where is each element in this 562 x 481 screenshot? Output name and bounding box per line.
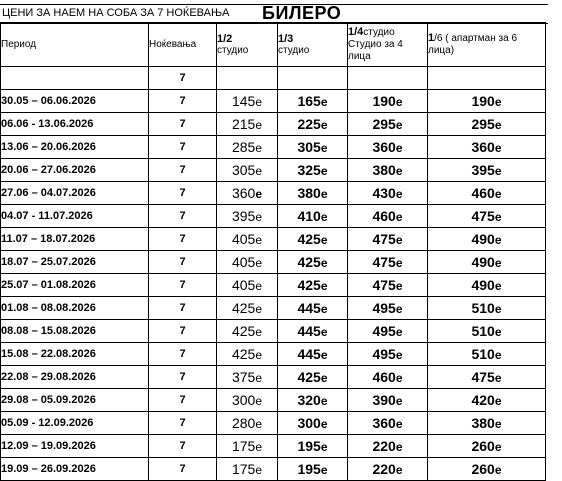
- nights-cell: 7: [149, 251, 217, 274]
- price-studio-4: 460e: [348, 205, 428, 228]
- price-studio-4: 475e: [348, 251, 428, 274]
- table-row: [1, 435, 546, 458]
- price-studio-3: 445e: [278, 343, 348, 366]
- price-studio-3: 165e: [278, 90, 348, 113]
- nights-cell: 7: [149, 458, 217, 481]
- price-studio-3: 410e: [278, 205, 348, 228]
- price-studio-4: 380e: [348, 159, 428, 182]
- price-apartment-6: 380e: [428, 412, 546, 435]
- price-studio-3: 305e: [278, 136, 348, 159]
- nights-cell: 7: [149, 435, 217, 458]
- price-apartment-6: 475e: [428, 205, 546, 228]
- price-studio-2: 285e: [217, 136, 278, 159]
- price-studio-2: 395e: [217, 205, 278, 228]
- nights-cell: 7: [149, 297, 217, 320]
- period-cell: 13.06 – 20.06.2026: [1, 136, 149, 159]
- period-cell: 30.05 – 06.06.2026: [1, 90, 149, 113]
- period-cell: 08.08 – 15.08.2026: [1, 320, 149, 343]
- price-studio-2: 145e: [217, 90, 278, 113]
- price-studio-4: 360e: [348, 136, 428, 159]
- price-apartment-6: 510e: [428, 343, 546, 366]
- table-row: [1, 136, 546, 159]
- property-name: БИЛЕРО: [262, 3, 342, 23]
- table-row: [1, 412, 546, 435]
- table-row: [1, 113, 546, 136]
- table-row: [1, 182, 546, 205]
- price-studio-4: 475e: [348, 274, 428, 297]
- nights-cell: 7: [149, 412, 217, 435]
- price-studio-2: 360e: [217, 182, 278, 205]
- period-cell: 01.08 – 08.08.2026: [1, 297, 149, 320]
- price-studio-2: 300e: [217, 389, 278, 412]
- price-apartment-6: 420e: [428, 389, 546, 412]
- price-studio-3: 325e: [278, 159, 348, 182]
- price-studio-4: 475e: [348, 228, 428, 251]
- price-studio-2: 215e: [217, 113, 278, 136]
- period-cell: 20.06 – 27.06.2026: [1, 159, 149, 182]
- table-row: [1, 251, 546, 274]
- nights-cell: 7: [149, 113, 217, 136]
- price-apartment-6: 510e: [428, 297, 546, 320]
- price-studio-3: 425e: [278, 228, 348, 251]
- price-apartment-6: 490e: [428, 228, 546, 251]
- table-row: [1, 343, 546, 366]
- price-apartment-6: 475e: [428, 366, 546, 389]
- price-studio-4: 495e: [348, 343, 428, 366]
- price-apartment-6: 490e: [428, 251, 546, 274]
- price-studio-3: 225e: [278, 113, 348, 136]
- table-row: [1, 458, 546, 481]
- price-studio-4: 360e: [348, 412, 428, 435]
- col-nights-header: Ноќевања: [149, 23, 217, 67]
- price-studio-3: 320e: [278, 389, 348, 412]
- header-row: [1, 23, 546, 67]
- price-studio-2: 405e: [217, 274, 278, 297]
- nights-cell: 7: [149, 90, 217, 113]
- price-studio-4: 295e: [348, 113, 428, 136]
- price-apartment-6: 395e: [428, 159, 546, 182]
- period-cell: 18.07 – 25.07.2026: [1, 251, 149, 274]
- period-cell: 27.06 – 04.07.2026: [1, 182, 149, 205]
- table-row: [1, 228, 546, 251]
- price-apartment-6: 260e: [428, 458, 546, 481]
- period-cell: 12.09 – 19.09.2026: [1, 435, 149, 458]
- nights-cell: 7: [149, 274, 217, 297]
- price-studio-3: 425e: [278, 366, 348, 389]
- price-studio-2: 375e: [217, 366, 278, 389]
- nights-cell: 7: [149, 159, 217, 182]
- period-cell: 15.08 – 22.08.2026: [1, 343, 149, 366]
- price-studio-2: 405e: [217, 228, 278, 251]
- price-studio-4: 190e: [348, 90, 428, 113]
- price-studio-4: 495e: [348, 320, 428, 343]
- period-cell: 04.07 - 11.07.2026: [1, 205, 149, 228]
- nights-cell: 7: [149, 228, 217, 251]
- period-cell: 25.07 – 01.08.2026: [1, 274, 149, 297]
- price-apartment-6: 295e: [428, 113, 546, 136]
- col-studio-4-header: 1/4студио Студио за 4 лица: [348, 23, 428, 67]
- price-studio-4: 430e: [348, 182, 428, 205]
- period-cell: 11.07 – 18.07.2026: [1, 228, 149, 251]
- table-row: [1, 274, 546, 297]
- period-cell: 19.09 – 26.09.2026: [1, 458, 149, 481]
- period-cell: 22.08 – 29.08.2026: [1, 366, 149, 389]
- price-apartment-6: 190e: [428, 90, 546, 113]
- table-row: [1, 159, 546, 182]
- price-apartment-6: 490e: [428, 274, 546, 297]
- price-apartment-6: 360e: [428, 136, 546, 159]
- price-studio-2: 175e: [217, 458, 278, 481]
- price-studio-4: 220e: [348, 435, 428, 458]
- table-row: [1, 205, 546, 228]
- table-row-blank: [1, 67, 546, 90]
- price-studio-3: 380e: [278, 182, 348, 205]
- period-cell: 29.08 – 05.09.2026: [1, 389, 149, 412]
- nights-cell: 7: [149, 136, 217, 159]
- nights-cell: 7: [149, 320, 217, 343]
- price-apartment-6: 510e: [428, 320, 546, 343]
- nights-cell: 7: [149, 205, 217, 228]
- nights-cell: 7: [149, 389, 217, 412]
- price-studio-2: 425e: [217, 343, 278, 366]
- period-cell: [1, 67, 149, 90]
- sheet-title: ЦЕНИ ЗА НАЕМ НА СОБА ЗА 7 НОЌЕВАЊА: [2, 7, 230, 19]
- price-studio-4: 495e: [348, 297, 428, 320]
- price-studio-2: 425e: [217, 320, 278, 343]
- price-studio-3: 300e: [278, 412, 348, 435]
- period-cell: 06.06 - 13.06.2026: [1, 113, 149, 136]
- price-studio-3: 195e: [278, 435, 348, 458]
- price-studio-3: 195e: [278, 458, 348, 481]
- price-studio-4: 390e: [348, 389, 428, 412]
- col-studio-3-header: 1/3 студио: [278, 23, 348, 67]
- price-studio-4: 220e: [348, 458, 428, 481]
- price-studio-2: 425e: [217, 297, 278, 320]
- price-table: [0, 22, 546, 481]
- price-apartment-6: 460e: [428, 182, 546, 205]
- price-apartment-6: 260e: [428, 435, 546, 458]
- nights-cell: 7: [149, 67, 217, 90]
- price-studio-3: 445e: [278, 320, 348, 343]
- table-row: [1, 389, 546, 412]
- table-row: [1, 320, 546, 343]
- price-studio-2: 405e: [217, 251, 278, 274]
- title-row: [0, 4, 548, 24]
- col-studio-2-header: 1/2 студио: [217, 23, 278, 67]
- nights-cell: 7: [149, 182, 217, 205]
- col-apartment-6-header: 1/6 ( апартман за 6 лица): [428, 23, 546, 67]
- price-studio-3: 445e: [278, 297, 348, 320]
- price-studio-4: 460e: [348, 366, 428, 389]
- table-row: [1, 366, 546, 389]
- table-row: [1, 297, 546, 320]
- nights-cell: 7: [149, 343, 217, 366]
- table-row: [1, 90, 546, 113]
- price-studio-2: 280e: [217, 412, 278, 435]
- price-studio-3: 425e: [278, 274, 348, 297]
- period-cell: 05.09 - 12.09.2026: [1, 412, 149, 435]
- col-period-header: Период: [1, 23, 149, 67]
- price-studio-2: 175e: [217, 435, 278, 458]
- price-studio-3: 425e: [278, 251, 348, 274]
- price-studio-2: 305e: [217, 159, 278, 182]
- nights-cell: 7: [149, 366, 217, 389]
